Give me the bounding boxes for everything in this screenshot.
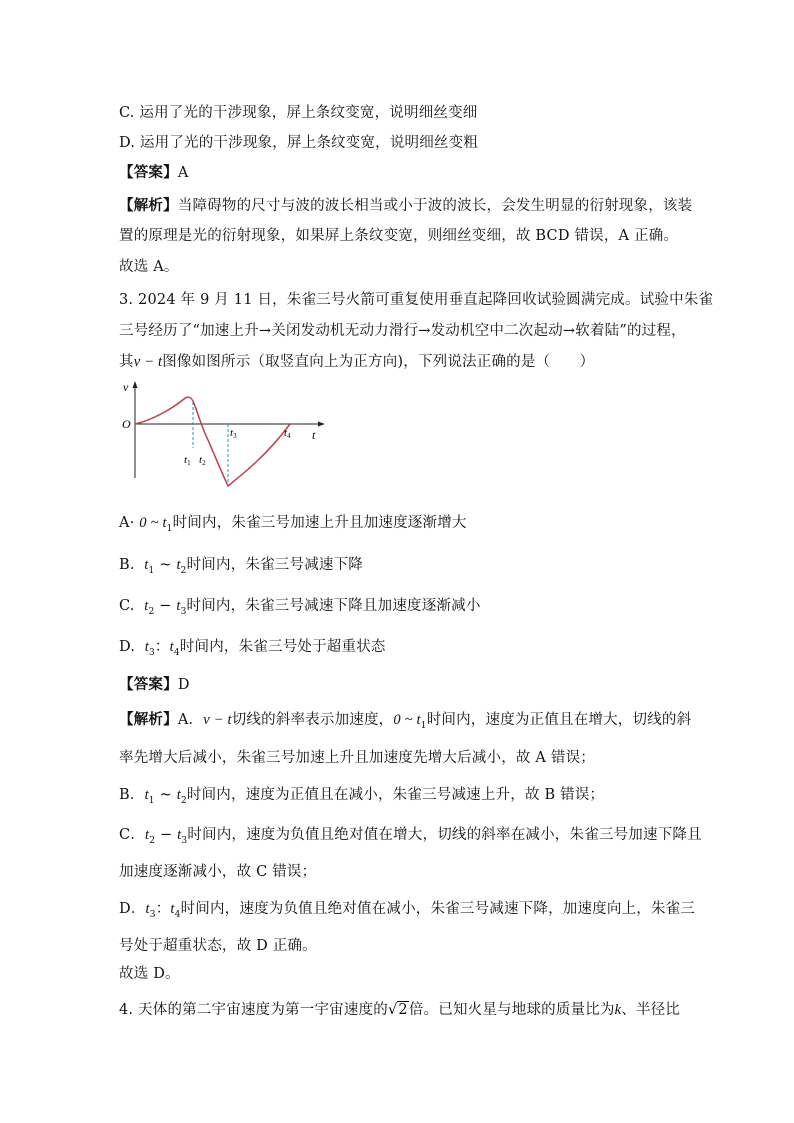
- answer-value: D: [177, 677, 190, 693]
- answer-value: A: [177, 165, 189, 181]
- math: 0 ~ t: [393, 712, 421, 728]
- q2-answer: [119, 163, 188, 183]
- math: t: [144, 557, 149, 573]
- x-axis-label: t: [312, 428, 316, 442]
- answer-tag: 【答案】: [119, 676, 178, 693]
- q3-conclusion: 故选 D。: [119, 966, 180, 982]
- math: 0 ~ t: [139, 515, 167, 531]
- subscript: 3: [180, 606, 187, 617]
- q4-stem: [119, 1000, 680, 1020]
- analysis-text: 时间内，速度为正值且在增大，切线的斜: [426, 712, 692, 728]
- x-axis-arrow: [318, 422, 325, 427]
- option-text: 时间内，朱雀三号处于超重状态: [179, 639, 386, 655]
- analysis-text: 当障碍物的尺寸与波的波长相当或小于波的波长，会发生明显的衍射现象，该装: [177, 198, 693, 214]
- subscript: 2: [149, 835, 156, 846]
- stem-text: 、半径比: [621, 1002, 681, 1018]
- option-letter: B.: [119, 557, 135, 573]
- math: t: [145, 901, 150, 917]
- math: t: [144, 787, 149, 803]
- t4-label: t4: [284, 427, 291, 440]
- math-op: ~: [154, 557, 177, 573]
- subscript: 1: [166, 523, 173, 534]
- analysis-text: 时间内，速度为正值且在减小，朱雀三号减速上升，故 B 错误；: [186, 787, 605, 803]
- math: v − t: [203, 712, 232, 728]
- q2-option-c: C. 运用了光的干涉现象，屏上条纹变宽，说明细丝变细: [119, 105, 478, 121]
- analysis-text: 时间内，速度为负值且绝对值在增大，切线的斜率在减小，朱雀三号加速下降且: [187, 827, 702, 843]
- math-op: −: [154, 598, 177, 614]
- option-text: 时间内，朱雀三号减速下降且加速度逐渐减小: [186, 598, 481, 614]
- t2-label: t2: [199, 454, 206, 467]
- subscript: 4: [173, 647, 180, 658]
- math: t: [169, 639, 174, 655]
- stem-text: 倍。已知火星与地球的质量比为: [408, 1002, 615, 1018]
- vt-graph: [118, 378, 333, 493]
- option-letter: C.: [119, 598, 135, 614]
- q3-option-b: [119, 555, 363, 581]
- analysis-letter: D．: [119, 901, 146, 917]
- subscript: 2: [148, 606, 155, 617]
- vt-symbol: v − t: [133, 354, 163, 370]
- q3-option-d: [119, 637, 386, 663]
- y-axis-label: v: [123, 380, 129, 394]
- option-text: 时间内，朱雀三号减速下降: [186, 557, 364, 573]
- stem-text: 4. 天体的第二宇宙速度为第一宇宙速度的: [119, 1002, 388, 1018]
- q3-stem-line2: 三号经历了“加速上升→关闭发动机无动力滑行→发动机空中二次起动→软着陆”的过程，: [119, 323, 686, 339]
- math: k: [614, 1002, 622, 1018]
- analysis-letter: A．: [177, 712, 204, 728]
- q3-stem-line3: [119, 352, 594, 372]
- q2-conclusion: 故选 A。: [119, 259, 179, 275]
- analysis-text: 时间内，速度为负值且绝对值在减小，朱雀三号减速下降，加速度向上，朱雀三: [180, 901, 696, 917]
- q3-analysis-d1: [119, 899, 695, 925]
- sqrt-radicand: 2: [398, 1002, 408, 1018]
- q3-analysis-c1: [119, 825, 702, 851]
- analysis-tag: 【解析】: [119, 197, 178, 214]
- math: t: [144, 639, 149, 655]
- math: t: [144, 598, 149, 614]
- analysis-letter: C．: [119, 827, 145, 843]
- analysis-tag: 【解析】: [119, 711, 178, 728]
- math: t: [145, 827, 150, 843]
- subscript: 3: [148, 647, 155, 658]
- q3-analysis-a2: 率先增大后减小，朱雀三号加速上升且加速度先增大后减小，故 A 错误；: [119, 750, 595, 766]
- option-text: 时间内，朱雀三号加速上升且加速度逐渐增大: [172, 515, 467, 531]
- stem-text: 图像如图所示（取竖直向上为正方向)，下列说法正确的是（ ）: [162, 354, 595, 370]
- q3-analysis-d2: 号处于超重状态，故 D 正确。: [119, 938, 317, 954]
- math: t: [170, 901, 175, 917]
- answer-tag: 【答案】: [119, 164, 178, 181]
- q2-option-d: D. 运用了光的干涉现象，屏上条纹变宽，说明细丝变粗: [119, 135, 479, 151]
- q3-answer: [119, 675, 190, 695]
- math-op: ~: [154, 787, 177, 803]
- sqrt-symbol: √2: [387, 1002, 408, 1018]
- math: t: [177, 827, 182, 843]
- subscript: 3: [149, 909, 156, 920]
- y-axis-arrow: [133, 381, 138, 388]
- t3-label: t3: [230, 427, 237, 440]
- t1-label: t1: [184, 454, 191, 467]
- subscript: 3: [181, 835, 188, 846]
- math-op: ：: [154, 639, 170, 655]
- subscript: 1: [148, 565, 155, 576]
- q3-stem-line1: 3. 2024 年 9 月 11 日，朱雀三号火箭可重复使用垂直起降回收试验圆满完成。试验中朱雀: [119, 292, 714, 308]
- analysis-letter: B．: [119, 787, 145, 803]
- q3-analysis-b1: [119, 785, 604, 811]
- subscript: 4: [174, 909, 181, 920]
- subscript: 2: [180, 795, 187, 806]
- math-op: ：: [155, 901, 171, 917]
- vt-curve: [135, 397, 290, 486]
- math: t: [176, 787, 181, 803]
- option-letter: D.: [119, 639, 136, 655]
- q3-analysis-a1: [119, 710, 691, 736]
- subscript: 1: [420, 720, 427, 731]
- math: t: [176, 598, 181, 614]
- stem-text: 其: [119, 354, 134, 370]
- math: t: [176, 557, 181, 573]
- q3-option-c: [119, 596, 481, 622]
- q3-analysis-c2: 加速度逐渐减小，故 C 错误；: [119, 864, 317, 880]
- option-letter: A·: [119, 515, 135, 531]
- q2-analysis-line2: 置的原理是光的衍射现象，如果屏上条纹变宽，则细丝变细，故 BCD 错误，A 正确。: [119, 228, 679, 244]
- q3-option-a: [119, 513, 467, 539]
- q2-analysis-line1: [119, 196, 692, 216]
- origin-label: O: [122, 417, 131, 431]
- math-op: −: [155, 827, 178, 843]
- subscript: 2: [180, 565, 187, 576]
- subscript: 1: [148, 795, 155, 806]
- analysis-text: 切线的斜率表示加速度，: [231, 712, 394, 728]
